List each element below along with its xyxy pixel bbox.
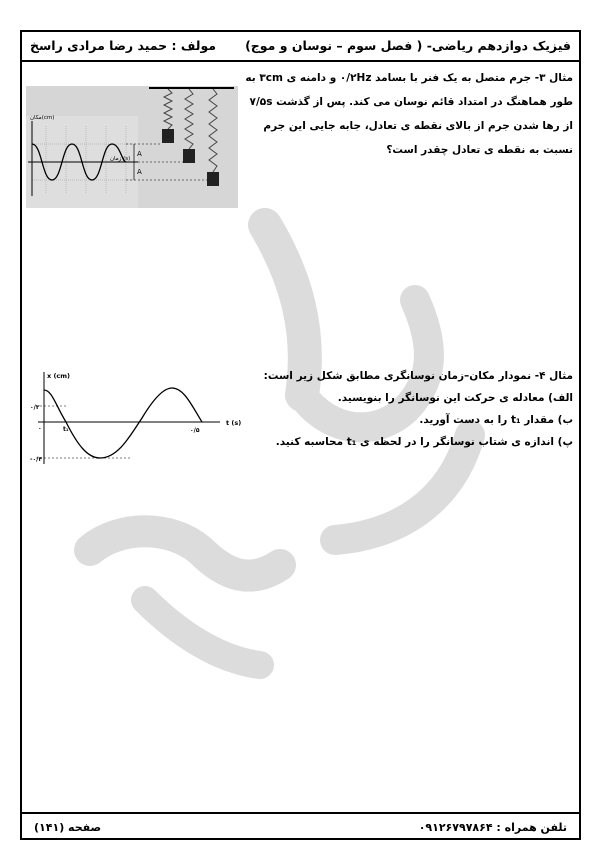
phone-number: تلفن همراه : ۰۹۱۲۶۷۹۷۸۶۴ — [418, 820, 567, 834]
graph-y-label: x (cm) — [47, 372, 71, 380]
y-axis-label: مکان(cm) — [30, 115, 55, 121]
page-title: فیزیک دوازدهم ریاضی- ( فصل سوم – نوسان و موج) — [245, 37, 571, 53]
amp-label-upper: A — [137, 150, 142, 158]
amp-label-lower: A — [137, 168, 142, 176]
y-tick-upper: ۰/۲ — [30, 404, 40, 411]
x-tick-t1: t₁ — [63, 426, 69, 433]
origin-label: ۰ — [38, 425, 42, 432]
example-4-title: مثال ۴- نمودار مکان–زمان نوسانگری مطابق شکل زیر است: — [263, 370, 573, 382]
oscillation-curve — [44, 388, 202, 458]
t-axis-label: زمان (s) — [110, 156, 131, 162]
x-tick-end: ۰/۵ — [190, 427, 200, 434]
mass-block-1 — [162, 129, 174, 143]
example-3-text: مثال ۳- جرم متصل به یک فنر با بسامد ۰/۲Hz و دامنه ی ۳cm به طور هماهنگ در امتداد قائم نوسان می کند. پس از گذشت ۷/۵s از رها شدن جرم از بالای نقطه ی تعادل، جابه جایی این جرم نسبت به نقطه ی تعادل چقدر است؟ — [245, 72, 573, 156]
y-tick-lower: -۰/۴ — [30, 456, 43, 463]
example-4-text — [235, 365, 573, 453]
graph-x-label: t (s) — [226, 419, 242, 427]
example-4-part-b: ب) مقدار t₁ را به دست آورید. — [419, 414, 573, 426]
page-footer — [20, 812, 581, 840]
spring-figure — [26, 86, 238, 208]
page-header — [20, 30, 581, 62]
page-number: صفحه (۱۴۱) — [34, 820, 102, 834]
position-time-graph — [30, 368, 245, 468]
mass-block-3 — [207, 172, 219, 186]
example-4-part-c: پ) اندازه ی شتاب نوسانگر را در لحظه ی t₁ محاسبه کنید. — [275, 436, 573, 448]
example-4-part-a: الف) معادله ی حرکت این نوسانگر را بنویسید. — [337, 392, 573, 404]
mass-block-2 — [183, 149, 195, 163]
author-name: مولف : حمید رضا مرادی راسخ — [30, 37, 217, 53]
